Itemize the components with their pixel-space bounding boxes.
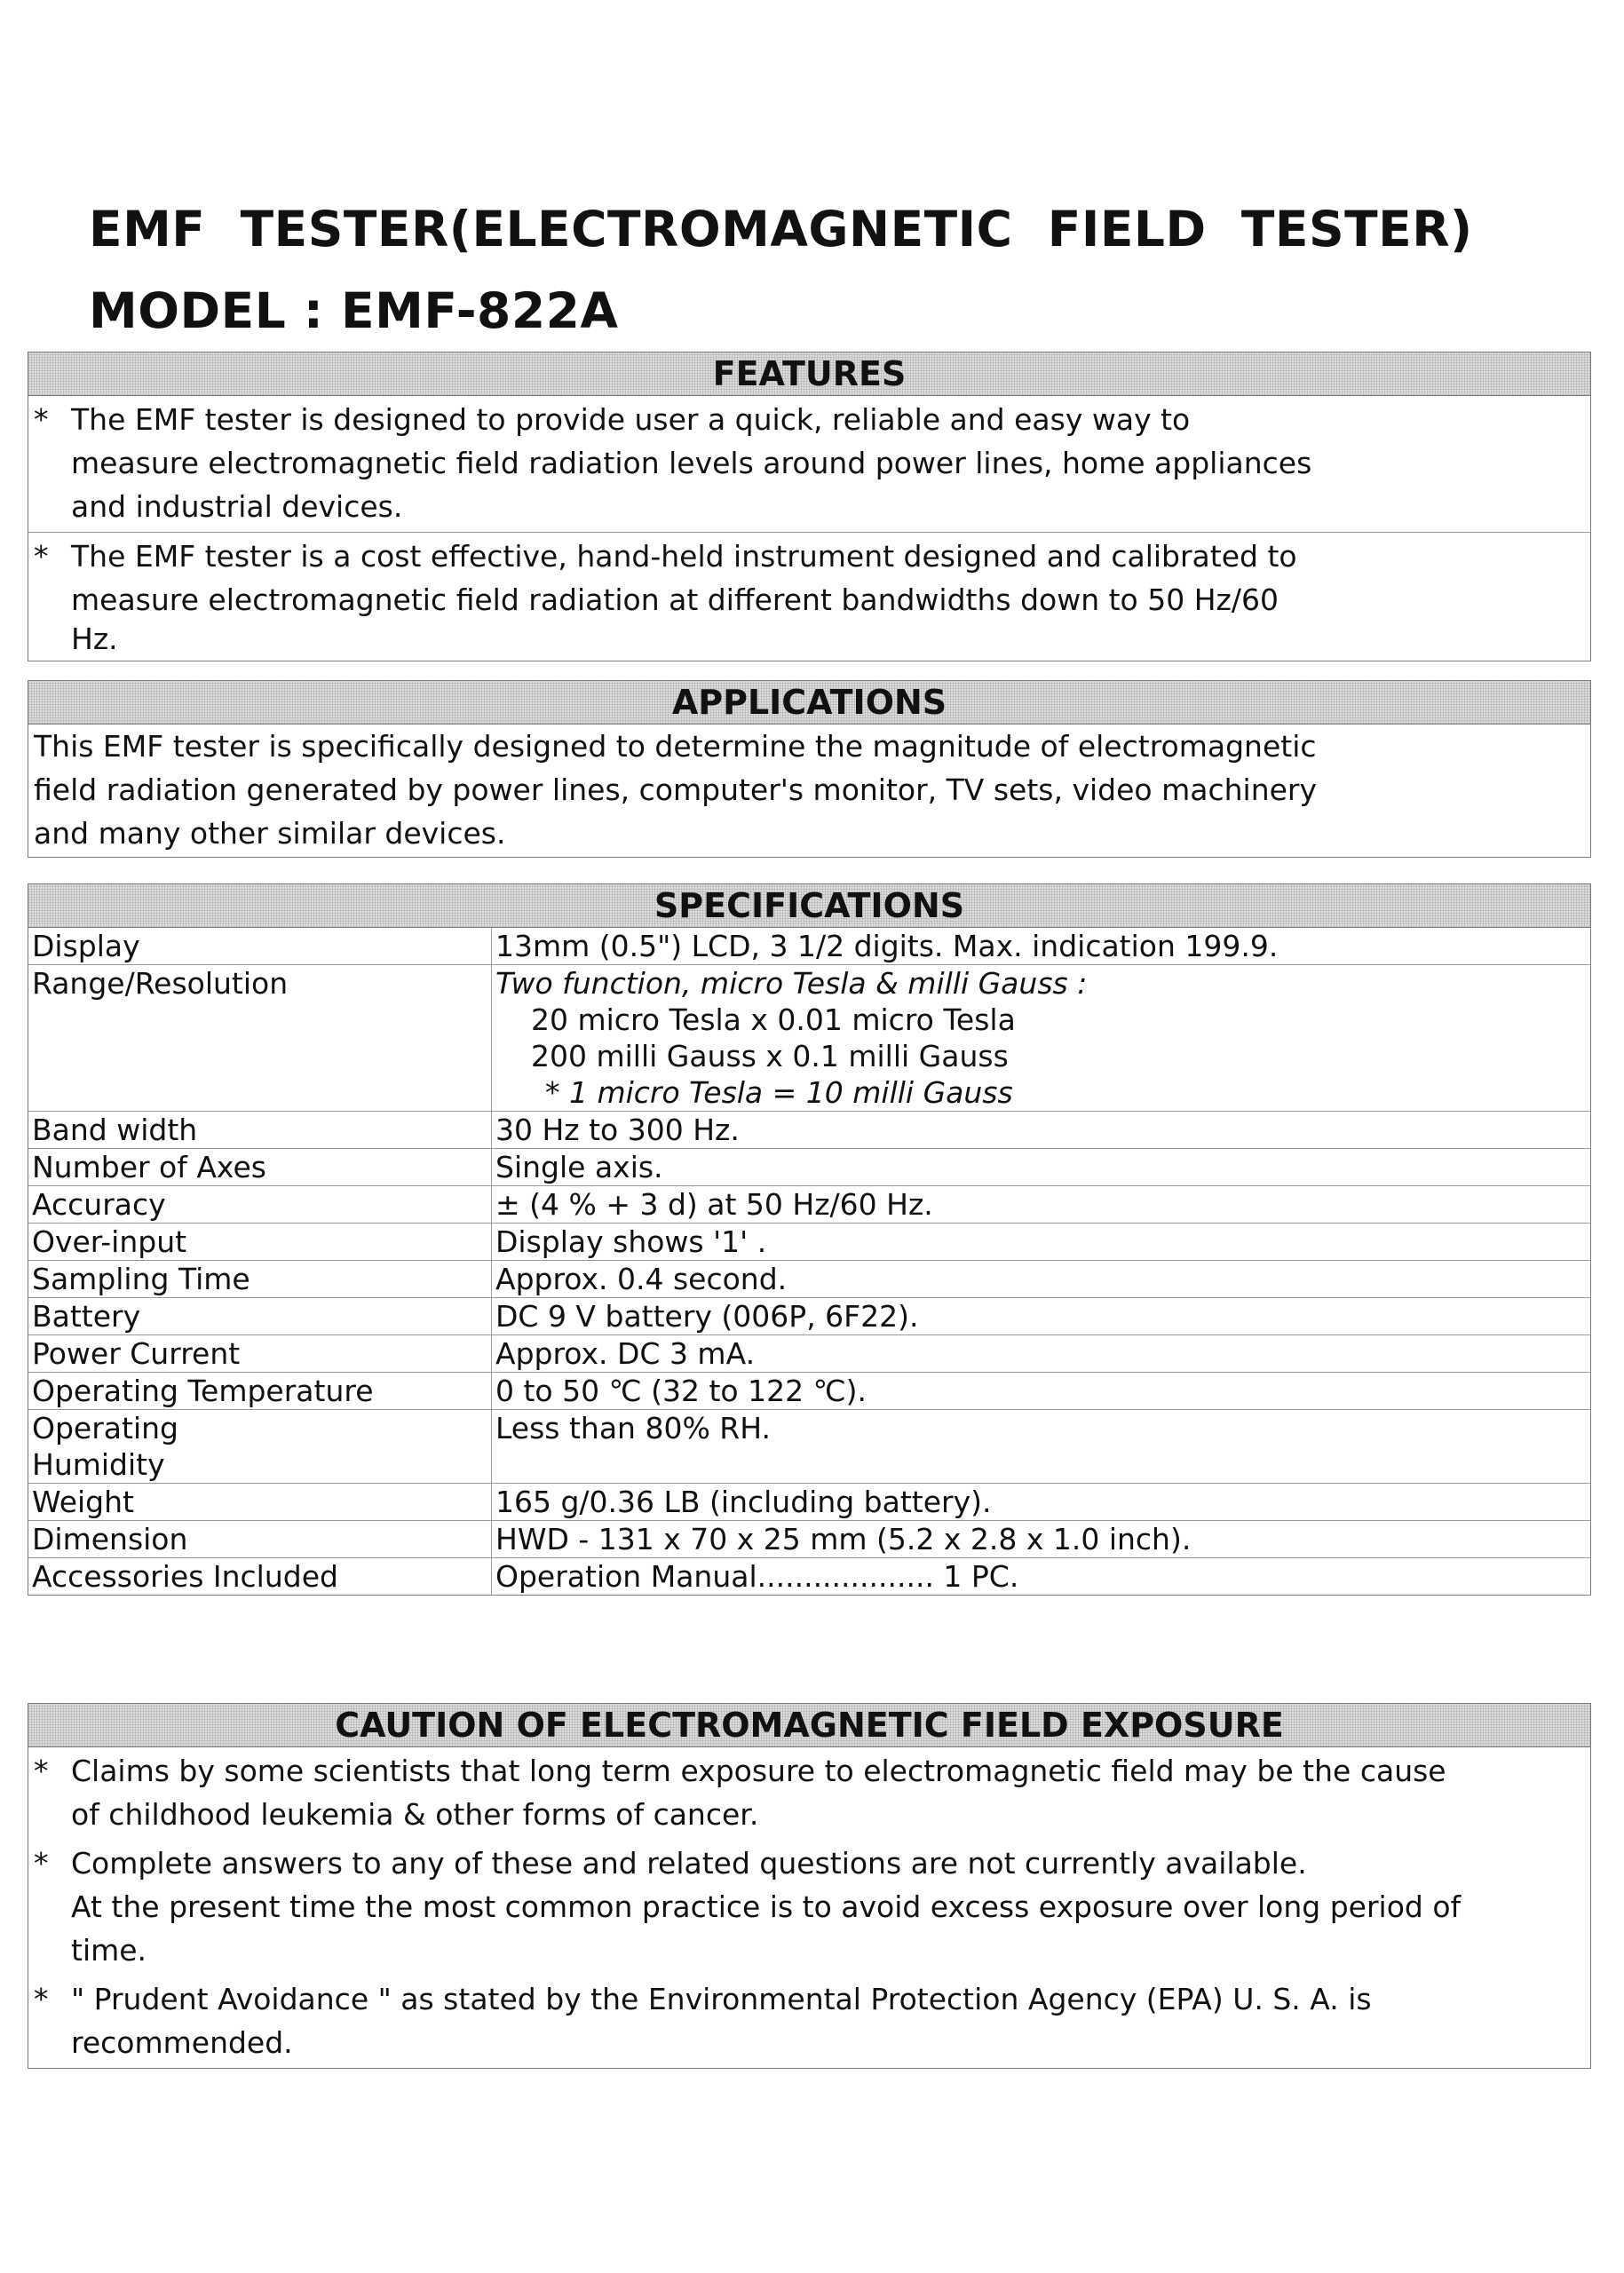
spec-label: Operating Temperature <box>28 1373 492 1410</box>
label-line: Operating <box>32 1411 178 1445</box>
features-item <box>28 532 1590 661</box>
spec-label: Battery <box>28 1298 492 1335</box>
title-line-1: EMF TESTER(ELECTROMAGNETIC FIELD TESTER) <box>89 201 1473 257</box>
text-line: and many other similar devices. <box>34 816 506 851</box>
table-row <box>28 1298 1590 1335</box>
text-line: The EMF tester is designed to provide user a quick, reliable and easy way to <box>71 402 1191 437</box>
range-lead: Two function, micro Tesla & milli Gauss : <box>495 966 1088 1001</box>
text-line: Claims by some scientists that long term exposure to electromagnetic field may be the cause <box>71 1754 1446 1788</box>
table-row <box>28 1484 1590 1521</box>
label-line: Humidity <box>32 1447 165 1482</box>
features-item <box>28 396 1590 532</box>
bullet-mark: * <box>34 1846 49 1881</box>
spec-value: 30 Hz to 300 Hz. <box>492 1112 1591 1149</box>
spec-value: HWD - 131 x 70 x 25 mm (5.2 x 2.8 x 1.0 inch). <box>492 1521 1591 1558</box>
applications-heading: APPLICATIONS <box>28 681 1590 725</box>
spec-value: Operation Manual................... 1 PC. <box>492 1558 1591 1596</box>
document-title <box>89 188 1473 352</box>
caution-item <box>28 1747 1590 1840</box>
range-note: * 1 micro Tesla = 10 milli Gauss <box>545 1075 1013 1110</box>
spec-label: Power Current <box>28 1335 492 1373</box>
bullet-mark: * <box>34 1754 49 1788</box>
spec-label: Weight <box>28 1484 492 1521</box>
table-row <box>28 1373 1590 1410</box>
text-line: time. <box>71 1933 147 1968</box>
table-row <box>28 1521 1590 1558</box>
features-section <box>28 352 1591 661</box>
specifications-heading: SPECIFICATIONS <box>28 884 1590 928</box>
specifications-section <box>28 883 1591 1596</box>
spec-value: Approx. 0.4 second. <box>492 1261 1591 1298</box>
spec-label: Dimension <box>28 1521 492 1558</box>
caution-heading: CAUTION OF ELECTROMAGNETIC FIELD EXPOSURE <box>28 1704 1590 1747</box>
bullet-mark: * <box>34 539 49 574</box>
text-line: recommended. <box>71 2025 293 2060</box>
title-line-2: MODEL : EMF-822A <box>89 282 619 339</box>
bullet-mark: * <box>34 1982 49 2016</box>
table-row <box>28 928 1590 965</box>
text-line: " Prudent Avoidance " as stated by the Environmental Protection Agency (EPA) U. S. A. is <box>71 1982 1372 2016</box>
table-row <box>28 1335 1590 1373</box>
text-line: measure electromagnetic field radiation at different bandwidths down to 50 Hz/60 <box>71 582 1279 617</box>
spec-label: Over-input <box>28 1224 492 1261</box>
text-line: field radiation generated by power lines, computer's monitor, TV sets, video machinery <box>34 772 1318 807</box>
spec-label <box>28 1410 492 1484</box>
table-row <box>28 965 1590 1112</box>
spec-value: Approx. DC 3 mA. <box>492 1335 1591 1373</box>
text-line: and industrial devices. <box>71 489 403 524</box>
spec-value: 0 to 50 ℃ (32 to 122 ℃). <box>492 1373 1591 1410</box>
table-row <box>28 1224 1590 1261</box>
text-line: measure electromagnetic field radiation levels around power lines, home appliances <box>71 446 1312 480</box>
spec-label: Accuracy <box>28 1186 492 1224</box>
table-row <box>28 1149 1590 1186</box>
caution-section <box>28 1703 1591 2069</box>
spec-value: 13mm (0.5") LCD, 3 1/2 digits. Max. indication 199.9. <box>495 929 1279 963</box>
caution-item <box>28 1976 1590 2068</box>
table-row <box>28 1112 1590 1149</box>
spec-value: Single axis. <box>492 1149 1591 1186</box>
spec-label: Number of Axes <box>28 1149 492 1186</box>
range-line: 200 milli Gauss x 0.1 milli Gauss <box>531 1039 1009 1073</box>
caution-item <box>28 1840 1590 1976</box>
table-row <box>28 1558 1590 1596</box>
text-line: Complete answers to any of these and related questions are not currently available. <box>71 1846 1307 1881</box>
applications-section <box>28 680 1591 858</box>
applications-text <box>28 725 1590 857</box>
spec-label: Display <box>28 928 492 965</box>
spec-value: Less than 80% RH. <box>492 1410 1591 1484</box>
features-heading: FEATURES <box>28 352 1590 396</box>
table-row <box>28 1410 1590 1484</box>
spec-value: Display shows '1' . <box>492 1224 1591 1261</box>
spec-value: DC 9 V battery (006P, 6F22). <box>492 1298 1591 1335</box>
spec-value-range <box>492 965 1591 1112</box>
text-line: This EMF tester is specifically designed to determine the magnitude of electromagnetic <box>34 729 1317 764</box>
table-row <box>28 1261 1590 1298</box>
range-line: 20 micro Tesla x 0.01 micro Tesla <box>531 1002 1016 1037</box>
spec-label: Band width <box>28 1112 492 1149</box>
spec-label: Accessories Included <box>28 1558 492 1596</box>
text-line: At the present time the most common practice is to avoid excess exposure over long period of <box>71 1889 1462 1924</box>
spec-value: 165 g/0.36 LB (including battery). <box>492 1484 1591 1521</box>
table-row <box>28 1186 1590 1224</box>
spec-label: Range/Resolution <box>28 965 492 1112</box>
spec-label: Sampling Time <box>28 1261 492 1298</box>
spec-value: ± (4 % + 3 d) at 50 Hz/60 Hz. <box>492 1186 1591 1224</box>
text-line: of childhood leukemia & other forms of cancer. <box>71 1797 759 1832</box>
specifications-table <box>28 928 1590 1595</box>
text-line: Hz. <box>71 622 118 656</box>
text-line: The EMF tester is a cost effective, hand-held instrument designed and calibrated to <box>71 539 1297 574</box>
bullet-mark: * <box>34 402 49 437</box>
